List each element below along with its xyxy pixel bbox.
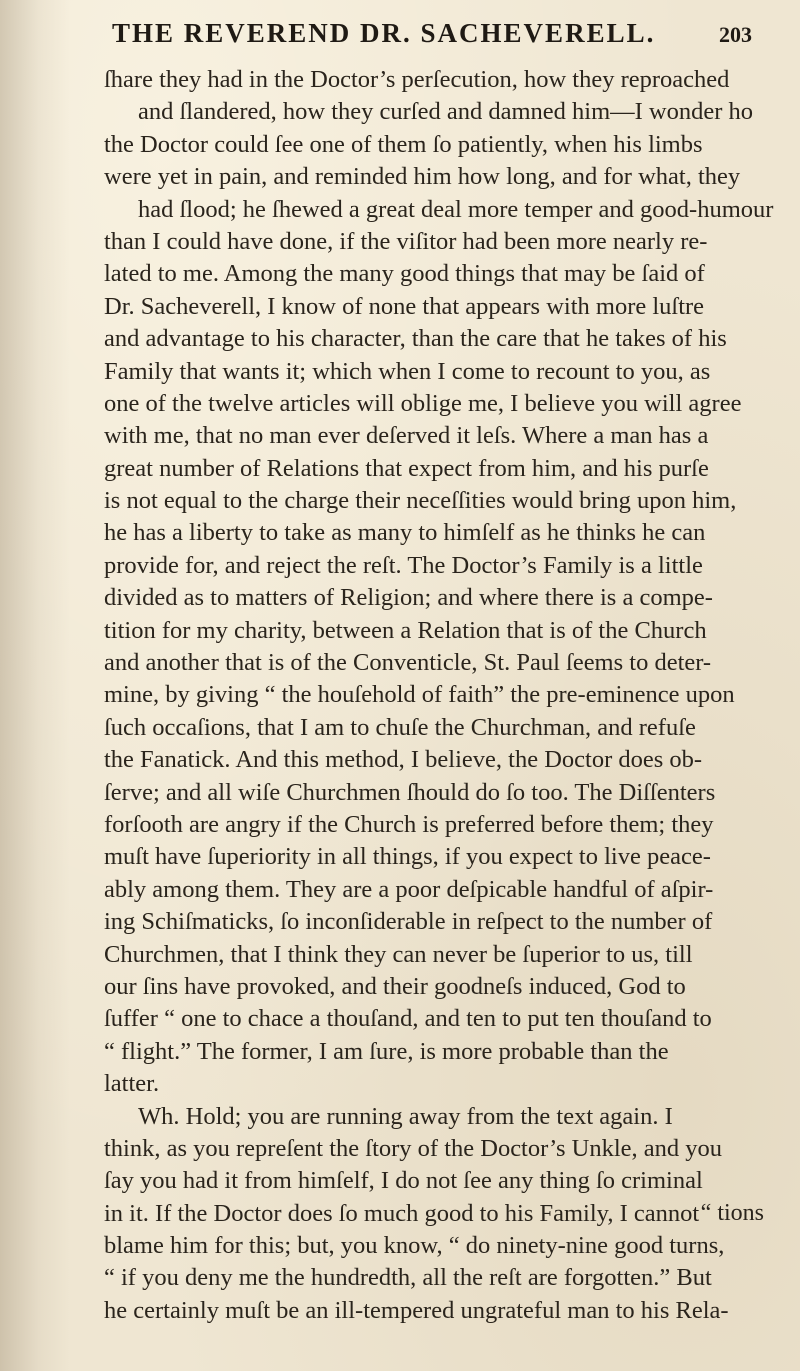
- text-line: one of the twelve articles will oblige me, I believe you will agree: [104, 389, 742, 417]
- text-line: he has a liberty to take as many to himſelf as he thinks he can: [104, 519, 706, 547]
- body-text: [104, 64, 774, 1327]
- binding-shadow: [0, 0, 70, 1371]
- text-line: ſhare they had in the Doctor’s perſecution, how they reproached: [104, 66, 730, 93]
- text-line: Family that wants it; which when I come to recount to you, as: [104, 357, 711, 385]
- text-line: ing Schiſmaticks, ſo inconſiderable in reſpect to the number of: [104, 908, 713, 936]
- text-line: tition for my charity, between a Relation that is of the Church: [104, 616, 707, 644]
- text-line: ſerve; and all wiſe Churchmen ſhould do ſo too. The Diſſenters: [104, 778, 716, 806]
- text-line: provide for, and reject the reſt. The Doctor’s Family is a little: [104, 551, 703, 579]
- text-line: Wh. Hold; you are running away from the text again. I: [138, 1102, 673, 1130]
- text-line: mine, by giving “ the houſehold of faith” the pre-eminence upon: [104, 681, 735, 709]
- text-line: with me, that no man ever deſerved it leſs. Where a man has a: [104, 422, 709, 450]
- text-line: ſay you had it from himſelf, I do not ſee any thing ſo criminal: [104, 1167, 703, 1195]
- text-line: and advantage to his character, than the care that he takes of his: [104, 325, 727, 353]
- text-line: latter.: [104, 1070, 160, 1098]
- text-line: “ if you deny me the hundredth, all the reſt are forgotten.” But: [104, 1264, 712, 1292]
- running-head: THE REVEREND DR. SACHEVERELL.: [112, 18, 656, 48]
- text-line: than I could have done, if the viſitor had been more nearly re-: [104, 227, 708, 255]
- text-line: muſt have ſuperiority in all things, if you expect to live peace-: [104, 843, 711, 871]
- text-line: in it. If the Doctor does ſo much good to his Family, I cannot: [104, 1199, 700, 1227]
- text-line: the Doctor could ſee one of them ſo patiently, when his limbs: [104, 130, 703, 158]
- text-line: ſuch occaſions, that I am to chuſe the Churchman, and refuſe: [104, 713, 696, 741]
- text-line: and ſlandered, how they curſed and damned him—I wonder ho: [138, 98, 754, 126]
- text-line: the Fanatick. And this method, I believe, the Doctor does ob-: [104, 746, 703, 774]
- text-line: he certainly muſt be an ill-tempered ungrateful man to his Rela-: [104, 1296, 729, 1324]
- text-line: had ſlood; he ſhewed a great deal more temper and good-humour: [138, 195, 774, 223]
- text-line: divided as to matters of Religion; and where there is a compe-: [104, 584, 713, 612]
- text-line: Dr. Sacheverell, I know of none that appears with more luſtre: [104, 292, 705, 320]
- text-line: forſooth are angry if the Church is preferred before them; they: [104, 810, 714, 838]
- text-line: lated to me. Among the many good things that may be ſaid of: [104, 260, 705, 288]
- text-line: is not equal to the charge their neceſſities would bring upon him,: [104, 487, 737, 515]
- text-line: blame him for this; but, you know, “ do ninety-nine good turns,: [104, 1232, 725, 1260]
- page-number: 203: [719, 22, 752, 47]
- text-line: were yet in pain, and reminded him how long, and for what, they: [104, 163, 741, 191]
- text-line: “ flight.” The former, I am ſure, is more probable than the: [104, 1037, 669, 1065]
- text-line: Churchmen, that I think they can never be ſuperior to us, till: [104, 940, 693, 968]
- text-line: and another that is of the Conventicle, St. Paul ſeems to deter-: [104, 649, 712, 677]
- text-line: great number of Relations that expect from him, and his purſe: [104, 454, 709, 482]
- catchword: “ tions: [700, 1200, 764, 1226]
- page-header: [112, 18, 752, 58]
- text-line: think, as you repreſent the ſtory of the Doctor’s Unkle, and you: [104, 1134, 723, 1162]
- text-line: our ſins have provoked, and their goodneſs induced, God to: [104, 972, 686, 1000]
- text-line: ſuffer “ one to chace a thouſand, and ten to put ten thouſand to: [104, 1005, 712, 1033]
- text-line: ably among them. They are a poor deſpicable handful of aſpir-: [104, 875, 714, 903]
